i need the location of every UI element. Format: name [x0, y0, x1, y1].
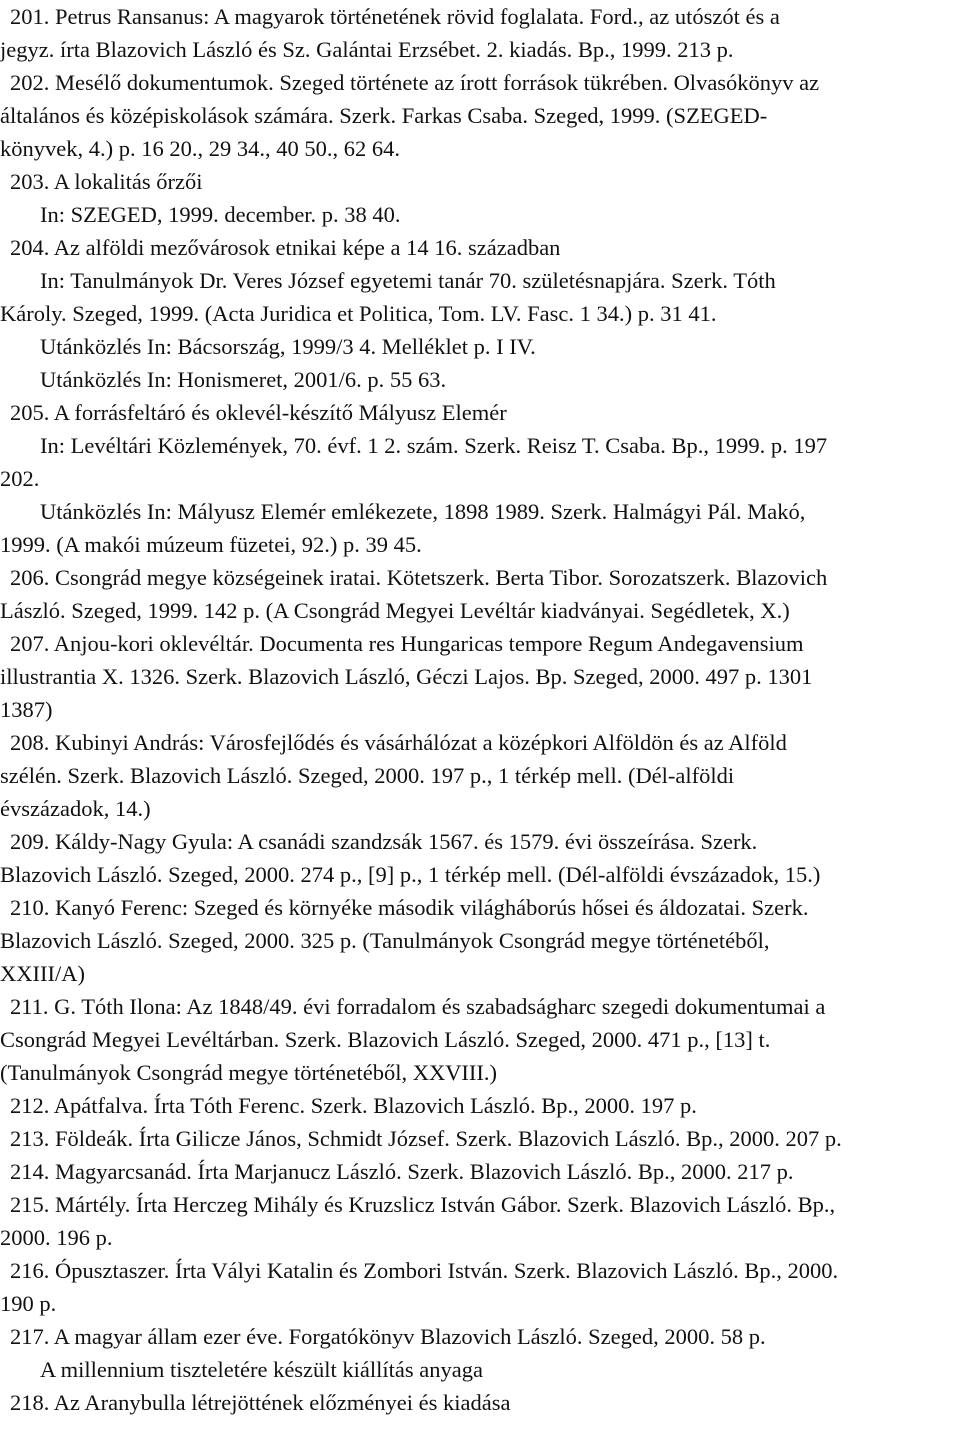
entry-202-line-3: könyvek, 4.) p. 16 20., 29 34., 40 50., 62 64. — [0, 136, 400, 161]
entry-204-line-1: 204. Az alföldi mezővárosok etnikai képe a 14 16. században — [10, 235, 561, 260]
entry-217-line-2: A millennium tiszteletére készült kiállítás anyaga — [40, 1357, 483, 1382]
entry-211-line-1: 211. G. Tóth Ilona: Az 1848/49. évi forradalom és szabadságharc szegedi dokumentumai a — [10, 994, 826, 1019]
entry-207-line-1: 207. Anjou-kori oklevéltár. Documenta res Hungaricas tempore Regum Andegavensium — [10, 631, 804, 656]
entry-207-line-2: illustrantia X. 1326. Szerk. Blazovich László, Géczi Lajos. Bp. Szeged, 2000. 497 p. 1301 — [0, 664, 813, 689]
entry-218-line-1: 218. Az Aranybulla létrejöttének előzményei és kiadása — [10, 1390, 511, 1415]
entry-213-line-1: 213. Földeák. Írta Gilicze János, Schmidt József. Szerk. Blazovich László. Bp., 2000. 207 p. — [10, 1126, 842, 1151]
entry-203-line-2: In: SZEGED, 1999. december. p. 38 40. — [40, 202, 401, 227]
entry-208-line-1: 208. Kubinyi András: Városfejlődés és vásárhálózat a középkori Alföldön és az Alföld — [10, 730, 787, 755]
entry-205-line-4: Utánközlés In: Mályusz Elemér emlékezete, 1898 1989. Szerk. Halmágyi Pál. Makó, — [40, 499, 806, 524]
entry-211-line-2: Csongrád Megyei Levéltárban. Szerk. Blazovich László. Szeged, 2000. 471 p., [13] t. — [0, 1027, 771, 1052]
entry-206-line-1: 206. Csongrád megye községeinek iratai. Kötetszerk. Berta Tibor. Sorozatszerk. Blazovich — [10, 565, 828, 590]
entry-215-line-1: 215. Mártély. Írta Herczeg Mihály és Kruzslicz István Gábor. Szerk. Blazovich László. Bp., — [10, 1192, 836, 1217]
entry-208-line-2: szélén. Szerk. Blazovich László. Szeged, 2000. 197 p., 1 térkép mell. (Dél-alföldi — [0, 763, 735, 788]
entry-201-line-1: 201. Petrus Ransanus: A magyarok történetének rövid foglalata. Ford., az utószót és a — [10, 4, 780, 29]
entry-204-line-4: Utánközlés In: Bácsország, 1999/3 4. Melléklet p. I IV. — [40, 334, 536, 359]
entry-204-line-3: Károly. Szeged, 1999. (Acta Juridica et Politica, Tom. LV. Fasc. 1 34.) p. 31 41. — [0, 301, 717, 326]
entry-216-line-2: 190 p. — [0, 1291, 57, 1316]
entry-212-line-1: 212. Apátfalva. Írta Tóth Ferenc. Szerk. Blazovich László. Bp., 2000. 197 p. — [10, 1093, 697, 1118]
entry-202-line-1: 202. Mesélő dokumentumok. Szeged története az írott források tükrében. Olvasókönyv az — [10, 70, 820, 95]
entry-206-line-2: László. Szeged, 1999. 142 p. (A Csongrád Megyei Levéltár kiadványai. Segédletek, X.) — [0, 598, 790, 623]
entry-214-line-1: 214. Magyarcsanád. Írta Marjanucz László. Szerk. Blazovich László. Bp., 2000. 217 p. — [10, 1159, 794, 1184]
entry-217-line-1: 217. A magyar állam ezer éve. Forgatókönyv Blazovich László. Szeged, 2000. 58 p. — [10, 1324, 766, 1349]
entry-215-line-2: 2000. 196 p. — [0, 1225, 113, 1250]
entry-205-line-3: 202. — [0, 466, 40, 491]
entry-205-line-2: In: Levéltári Közlemények, 70. évf. 1 2. szám. Szerk. Reisz T. Csaba. Bp., 1999. p. 197 — [40, 433, 828, 458]
entry-209-line-2: Blazovich László. Szeged, 2000. 274 p., [9] p., 1 térkép mell. (Dél-alföldi évszázadok, 15.) — [0, 862, 821, 887]
entry-204-line-5: Utánközlés In: Honismeret, 2001/6. p. 55 63. — [40, 367, 447, 392]
entry-201-line-2: jegyz. írta Blazovich László és Sz. Galántai Erzsébet. 2. kiadás. Bp., 1999. 213 p. — [0, 37, 734, 62]
entry-208-line-3: évszázadok, 14.) — [0, 796, 151, 821]
entry-204-line-2: In: Tanulmányok Dr. Veres József egyetemi tanár 70. születésnapjára. Szerk. Tóth — [40, 268, 776, 293]
entry-211-line-3: (Tanulmányok Csongrád megye történetéből, XXVIII.) — [0, 1060, 498, 1085]
entry-210-line-1: 210. Kanyó Ferenc: Szeged és környéke második világháborús hősei és áldozatai. Szerk. — [10, 895, 809, 920]
entry-210-line-3: XXIII/A) — [0, 961, 85, 986]
entry-203-line-1: 203. A lokalitás őrzői — [10, 169, 203, 194]
entry-205-line-1: 205. A forrásfeltáró és oklevél-készítő Mályusz Elemér — [10, 400, 507, 425]
entry-205-line-5: 1999. (A makói múzeum füzetei, 92.) p. 39 45. — [0, 532, 422, 557]
entry-207-line-3: 1387) — [0, 697, 53, 722]
entry-202-line-2: általános és középiskolások számára. Szerk. Farkas Csaba. Szeged, 1999. (SZEGED- — [0, 103, 768, 128]
entry-210-line-2: Blazovich László. Szeged, 2000. 325 p. (Tanulmányok Csongrád megye történetéből, — [0, 928, 770, 953]
entry-209-line-1: 209. Káldy-Nagy Gyula: A csanádi szandzsák 1567. és 1579. évi összeírása. Szerk. — [10, 829, 758, 854]
entry-216-line-1: 216. Ópusztaszer. Írta Vályi Katalin és Zombori István. Szerk. Blazovich László. Bp., 2000. — [10, 1258, 839, 1283]
